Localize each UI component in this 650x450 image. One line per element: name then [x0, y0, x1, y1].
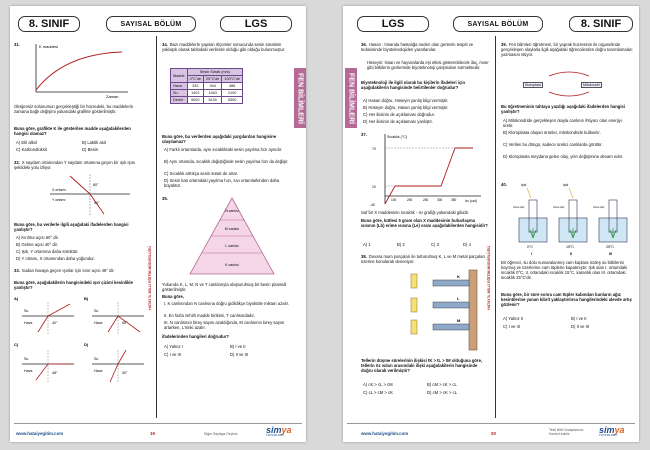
q38-metal-figure: [403, 268, 483, 352]
svg-text:Cam tüp: Cam tüp: [593, 205, 605, 209]
q33-ask: Buna göre, aşağıdakilerin hangisindeki ışın çizimi kesinlikle yanlıştır?: [14, 280, 133, 290]
question-36-number: 36.: [361, 42, 367, 47]
q36-hasan: Hasan : İnsanda hastalığa neden olan genlerin tespiti ve tedavisinde biyoteknolojiden yararlanılar.: [361, 42, 474, 52]
q36-option-d[interactable]: D) Her ikisinin de açıklaması yanlıştır.: [363, 119, 433, 124]
q36-huseyin: Hüseyin: İnsan ve hayvanlarda eşi etkisi gösterebilecek ilaç, mısır gibi bitkilerin genlerinde biyoteknoloji çalışmaları sürmektedir.: [367, 60, 489, 70]
svg-text:B): B): [84, 296, 89, 301]
vertical-caption: HATAY İL MİLLİ EĞİTİM MÜDÜRLÜĞÜ: [487, 246, 491, 310]
q31-xlabel: Zaman: [106, 94, 119, 99]
q33-stem-block: [14, 268, 146, 273]
page-number: 19: [150, 431, 155, 436]
q37-xtick: 350: [451, 198, 457, 202]
q37-xtick: 250: [423, 198, 429, 202]
right-page: [343, 6, 639, 442]
q39-option-b[interactable]: B) Kloroplasta oluşan ürünler, mitokondride kullanılır.: [503, 130, 601, 135]
svg-text:40°: 40°: [122, 371, 128, 375]
svg-text:M canlısı: M canlısı: [224, 227, 240, 231]
q36-option-a[interactable]: A) Hasan doğru, Hüseyin yanlış bilgi vermiştir.: [363, 98, 449, 103]
q39-stem-block: [501, 42, 633, 57]
section-header: SAYISAL BÖLÜM: [106, 16, 196, 32]
q40-option-d[interactable]: D) II ve III: [571, 324, 590, 329]
question-35-number: 35.: [162, 196, 168, 201]
q32-option-a[interactable]: A) Kırılma açısı 60° dir.: [16, 235, 59, 240]
q40-option-c[interactable]: C) I ve III: [503, 324, 520, 329]
q40-ask: Buna göre, bir süre sonra cam tüpler kabından bunların ağız kesintilerine yanan kibrit yaklaştırılırsa hangilerindeki alevde artış gözlenir?: [501, 292, 632, 307]
q37-xtick: 100: [391, 198, 397, 202]
svg-text:A): A): [14, 296, 19, 301]
q37-stem: Saf bir X maddesinin sıcaklık - ısı grafiği yukarıdaki gibidir.: [361, 210, 469, 215]
q34-option-d[interactable]: D) Sesin katı ortamdaki yayılma hızı, sıvı ortamlarkinden daha büyüktür.: [164, 178, 280, 188]
table-col-25: 25°C'de: [203, 76, 221, 83]
question-37-number: 37.: [361, 132, 367, 137]
q32-stem-block: [14, 160, 146, 170]
q35-stem: Yukarıda K, L, M, N ve T canlılarıyla oluşturulmuş bir besin piramidi gösterilmiştir.: [162, 282, 287, 292]
q35-option-d[interactable]: D) II ve III: [230, 352, 249, 357]
q38-option-c[interactable]: C) cL > cM > cK: [363, 390, 393, 395]
svg-text:Su: Su: [94, 357, 99, 361]
question-39-number: 39.: [501, 42, 507, 47]
q33-stem: Sudan havaya geçen ışınlar için sınır açısı 48° dir.: [21, 268, 115, 273]
q31-option-d[interactable]: D) Besin: [82, 147, 99, 152]
q32-stem: X saydam ortamından Y saydam ortamına geçen bir ışık ışını şekildeki yolu izliyor.: [14, 160, 136, 170]
q39-option-d[interactable]: D) Kloroplasta meydana gelen olay, yılın değişimine devam eder.: [503, 154, 624, 159]
svg-text:D): D): [84, 342, 89, 347]
q36-option-c[interactable]: C) Her ikisinin de açıklaması doğrudur.: [363, 112, 435, 117]
q33-option-c-figure: [14, 342, 74, 382]
svg-text:Işık: Işık: [563, 183, 569, 187]
footer-website[interactable]: www.hataiyegitim.com: [16, 431, 64, 436]
q34-ask: Buna göre, bu verilerden aşağıdaki yargılardan hangisine ulaşılamaz?: [162, 134, 277, 144]
q39-option-a[interactable]: A) Mitokondride gerçekleşen olayla canlının ihtiyacı olan enerjiyi üretir.: [503, 118, 622, 128]
q39-ask: Bu öğretmeninin tahtaya yazdığı aşağıdaki ifadelerden hangisi yanlıştır?: [501, 104, 626, 114]
svg-text:I: I: [531, 252, 532, 256]
q40-stem: Bir öğrenci, su dolu numaralanmış cam kaplara özdeş su bitkilerini koymuş ve üzerlerine cam tüplerle kapatmıştır. Işık alan I. ortamdaki sıcaklık 0°C, II. ortamdaki sıcaklık 15°C, karanlık olan III. ortamdaki sıcaklık 25°C'dir.: [501, 260, 628, 280]
svg-text:C): C): [14, 342, 19, 347]
q39-organelle-right: Mitokondri: [583, 83, 600, 87]
q33-option-d-figure: [84, 342, 144, 382]
q34-option-b[interactable]: B) Aynı ortamda, sıcaklık değiştiğinde sesin yayılma hızı da değişir.: [164, 159, 289, 164]
q37-heating-graph: [369, 130, 489, 208]
q40-setup-i: [513, 183, 547, 256]
svg-text:Su: Su: [94, 309, 99, 313]
q37-xlabel: Isı (cal): [465, 199, 477, 203]
exam-header: LGS: [220, 16, 292, 32]
q40-option-b[interactable]: B) I ve II: [571, 316, 587, 321]
publisher-logo: simya YAYINLARI: [266, 425, 292, 437]
question-31-number: 31.: [14, 42, 20, 47]
q37-ylabel: Sıcaklık (°C): [387, 135, 408, 139]
q39-option-c[interactable]: C) Verilen bu döngü, sadece üretici canlılarda görülür.: [503, 142, 603, 147]
svg-text:Hava: Hava: [24, 369, 33, 373]
subject-tab: FEN BİLİMLERİ: [294, 68, 306, 128]
table-row: Demir 5000 5130 5300: [171, 97, 243, 104]
q35-statement-iii: III. N canlısının birey sayısı azaldığında, M canlısının birey sayısı artarken, L'ninki azalır.: [164, 320, 285, 330]
grade-header: 8. SINIF: [569, 16, 633, 32]
q37-ytick: 10: [372, 185, 376, 189]
q34-sound-table: [170, 68, 243, 104]
question-32-number: 32.: [14, 160, 20, 165]
q31-graph: [24, 40, 134, 100]
q35-option-b[interactable]: B) I ve II: [230, 344, 246, 349]
svg-text:0°C: 0°C: [527, 245, 534, 249]
q36-option-b[interactable]: B) Hüseyin doğru, Hasan yanlış bilgi vermiştir.: [363, 105, 449, 110]
q39-stem: Fen bilimleri öğretmeni, bir yaprak hücresinin iki organelinde gerçekleşen olaylarla ilgili aşağıdaki öğrencilerden doğru tanımlamaları yazmasını istiyor.: [501, 42, 633, 57]
svg-text:Cam tüp: Cam tüp: [513, 205, 525, 209]
footer-rule: [347, 423, 635, 424]
svg-text:Işık: Işık: [521, 183, 527, 187]
publisher-logo: simya YAYINLARI: [599, 425, 625, 437]
section-header: SAYISAL BÖLÜM: [453, 16, 543, 32]
q33-option-a-figure: [14, 296, 74, 334]
q35-food-pyramid: [182, 196, 282, 278]
svg-text:III: III: [609, 252, 612, 256]
q32-refraction-figure: [50, 172, 130, 218]
svg-text:15°C: 15°C: [566, 245, 575, 249]
svg-text:Hava: Hava: [94, 321, 103, 325]
q40-setup-iii: [593, 200, 627, 256]
q34-stem: Bazı maddelerle yapılan ölçümler sonucunda sesin süratinin yaklaşık olarak tablodaki verilerde olduğu gibi olduğu bulunmuştur.: [162, 42, 286, 52]
svg-text:25°C: 25°C: [606, 245, 615, 249]
q37-option-c[interactable]: C) 3: [431, 242, 439, 247]
q40-option-a[interactable]: A) Yalnız II: [503, 316, 524, 321]
footer-rule: [14, 423, 302, 424]
question-34-number: 34.: [162, 42, 168, 47]
q31-option-c[interactable]: C) Karbondioksit: [16, 147, 47, 152]
page-number: 20: [491, 431, 496, 436]
table-title: Sesin Sürati (m/s): [187, 69, 242, 76]
q35-ask-intro: Buna göre,: [162, 294, 184, 299]
column-divider: [495, 36, 496, 418]
q32-option-c[interactable]: C) Işık, Y ortamına daha sürüktür.: [16, 249, 79, 254]
svg-text:II: II: [570, 252, 572, 256]
q32-option-d[interactable]: D) Y ortamı, X ortamından daha yoğundur.: [16, 256, 95, 261]
q39-organelle-left: Kloroplast: [525, 83, 541, 87]
column-divider: [156, 36, 157, 418]
q34-option-c[interactable]: C) Sıcaklık arttıkça sesin sürati de artar.: [164, 171, 239, 176]
q38-label-k: K: [457, 274, 460, 279]
q38-label-m: M: [457, 318, 461, 323]
q31-option-a[interactable]: A) Etil alkol: [16, 140, 37, 145]
q32-option-b[interactable]: B) Gelme açısı 40° dir.: [16, 242, 58, 247]
table-col-100: 100°C'de: [222, 76, 243, 83]
q31-ylabel: K maddesi: [39, 44, 58, 49]
q34-option-a[interactable]: A) Farklı ortamlarda, aynı sıcaklıktaki sesin yayılma hızı aynıdır.: [164, 147, 283, 152]
svg-text:Hava: Hava: [94, 369, 103, 373]
q32-angle-1: 60°: [93, 183, 99, 187]
q32-y-label: Y ortamı: [52, 198, 66, 202]
q35-option-c[interactable]: C) I ve III: [164, 352, 181, 357]
q32-angle-2: 40°: [94, 201, 100, 205]
q37-xtick: 200: [407, 198, 413, 202]
q32-x-label: X ortamı: [52, 188, 66, 192]
q40-experiment-figure: [513, 178, 633, 258]
q35-statement-ii: II. En fazla zehirli madde birikimi, T canlısındadır.: [164, 313, 255, 318]
table-col-madde: Madde: [171, 69, 188, 83]
table-row: Hava 332 344 386: [171, 83, 243, 90]
svg-text:Cam tüp: Cam tüp: [553, 205, 565, 209]
question-40-number: 40.: [501, 182, 507, 187]
svg-text:K canlısı: K canlısı: [225, 263, 239, 267]
svg-text:N canlısı: N canlısı: [225, 209, 239, 213]
exam-header: LGS: [357, 16, 429, 32]
q38-option-d[interactable]: D) cM > cK > cL: [427, 390, 458, 395]
q38-option-a[interactable]: A) cK > cL > cM: [363, 382, 393, 387]
footer-website[interactable]: www.hataiyegitim.com: [361, 431, 409, 436]
subject-tab: FEN BİLİMLERİ: [345, 68, 357, 128]
q38-ask: Tellerin düşme sürelerinin ilişkisi tK > tL > tM olduğuna göre, tellerin öz ısıları arasındaki ilişki aşağıdakilerin hangisinde doğru olarak verilmiştir?: [361, 358, 483, 373]
q31-option-b[interactable]: B) Laktik asit: [82, 140, 106, 145]
q34-stem-block: [162, 42, 290, 52]
q37-option-b[interactable]: B) 2: [397, 242, 405, 247]
q38-stem-block: [361, 254, 489, 264]
q37-xtick: 300: [437, 198, 443, 202]
svg-text:50°: 50°: [122, 321, 128, 325]
q37-ytick: -40: [370, 203, 375, 207]
footer-note: Diğer Sayfaya Geçiniz: [204, 432, 238, 436]
svg-text:40°: 40°: [52, 321, 58, 325]
q35-option-a[interactable]: A) Yalnız I: [164, 344, 183, 349]
svg-text:48°: 48°: [52, 371, 58, 375]
q37-ask: Buna göre, kütlesi 5 gram olan X maddesinin buharlaşma ısısının (Lb) erime ısısına (Le) oranı aşağıdakilerden hangisidir?: [361, 218, 488, 228]
grade-header: 8. SINIF: [18, 16, 80, 32]
q37-option-a[interactable]: A) 1: [363, 242, 371, 247]
q31-stem: Oksijensiz solunumun gerçekleştiği bir hücredeki, bu maddelerin zamana bağlı değişimi yukarıdaki grafikte gösterilmiştir.: [14, 104, 134, 114]
q32-ask: Buna göre, bu verilerle ilgili aşağıdaki ifadelerden hangisi yanlıştır?: [14, 222, 129, 232]
table-row: Su 1402 1463 2100: [171, 90, 243, 97]
q38-option-b[interactable]: B) cM > cK > cL: [427, 382, 457, 387]
q36-ask: Biyoteknoloji ile ilgili olarak bu kişilerin ifadeleri için aşağıdakilerin hangisinde belirtilenler doğrudur?: [361, 80, 466, 90]
vertical-caption: HATAY İL MİLLİ EĞİTİM MÜDÜRLÜĞÜ: [148, 246, 152, 310]
q35-ask: ifadelerinden hangileri doğrudur?: [162, 334, 230, 339]
svg-text:Su: Su: [24, 357, 29, 361]
q36-stem-block: [361, 42, 489, 52]
table-col-0: 0°C'de: [187, 76, 203, 83]
q33-option-b-figure: [84, 296, 144, 334]
q37-option-d[interactable]: D) 4: [463, 242, 471, 247]
q35-statement-i: I. K canlısından N canlısına doğru gidildikçe biyokütle miktarı azalır.: [164, 301, 289, 306]
svg-text:L canlısı: L canlısı: [225, 244, 239, 248]
question-38-number: 38.: [361, 254, 367, 259]
q31-ask: Buna göre, grafikte K ile gösterilen madde aşağıdakilerden hangisi olamaz?: [14, 126, 131, 136]
q37-ytick: 70: [372, 147, 376, 151]
left-page: [10, 6, 306, 442]
q38-stem: Duvara mum parçaları ile tutturulmuş K, L ve M metal parçaları üzerine konularak deneniyor.: [361, 254, 486, 264]
q38-label-l: L: [457, 296, 460, 301]
svg-text:Su: Su: [24, 309, 29, 313]
q40-setup-ii: [553, 183, 587, 256]
footer-note: Testi Bitti Cevaplarınızı Kontrol ediniz: [549, 428, 584, 436]
question-33-number: 33.: [14, 268, 20, 273]
svg-text:Hava: Hava: [24, 321, 33, 325]
q33-options-figure[interactable]: [14, 294, 148, 394]
